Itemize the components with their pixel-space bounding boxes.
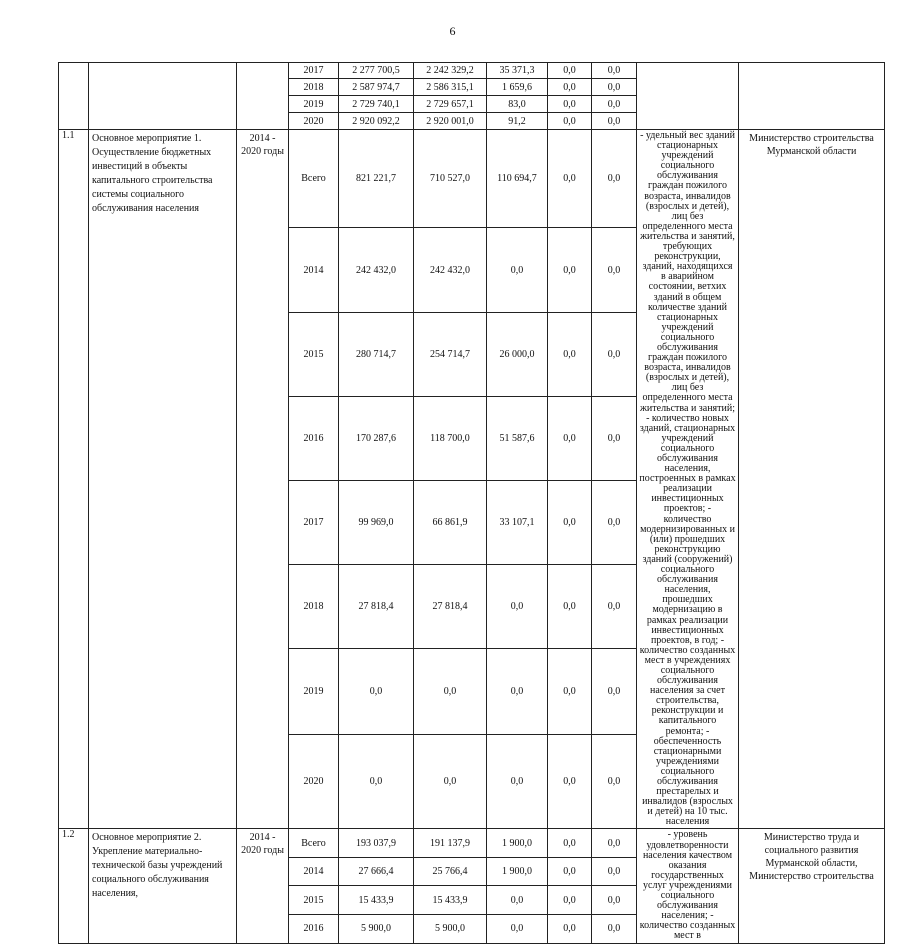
responsible-executor: Министерство строительства Мурманской области <box>739 130 885 829</box>
regional-budget-cell: 5 900,0 <box>414 914 487 943</box>
total-cell: 2 277 700,5 <box>339 63 414 79</box>
indicators-text: - уровень удовлетворенности населения качеством оказания государственных услуг учреждениями социального обслуживания населения; - количество созданных мест в <box>637 829 739 943</box>
total-cell: 242 432,0 <box>339 227 414 313</box>
local-budget-cell: 0,0 <box>548 63 592 79</box>
total-cell: 99 969,0 <box>339 481 414 565</box>
federal-budget-cell: 0,0 <box>487 227 548 313</box>
responsible-executor: Министерство труда и социального развития Мурманской области, Министерство строительства <box>739 829 885 943</box>
regional-budget-cell: 242 432,0 <box>414 227 487 313</box>
year-cell: 2016 <box>289 397 339 481</box>
other-sources-cell: 0,0 <box>592 649 637 735</box>
cont-responsible-cell <box>739 63 885 130</box>
year-cell: 2016 <box>289 914 339 943</box>
federal-budget-cell: 1 659,6 <box>487 79 548 96</box>
other-sources-cell: 0,0 <box>592 113 637 130</box>
total-cell: 27 818,4 <box>339 565 414 649</box>
federal-budget-cell: 83,0 <box>487 96 548 113</box>
federal-budget-cell: 0,0 <box>487 886 548 915</box>
other-sources-cell: 0,0 <box>592 481 637 565</box>
other-sources-cell: 0,0 <box>592 829 637 858</box>
total-cell: 5 900,0 <box>339 914 414 943</box>
local-budget-cell: 0,0 <box>548 565 592 649</box>
item-number: 1.1 <box>59 130 89 829</box>
local-budget-cell: 0,0 <box>548 829 592 858</box>
cont-indicators-cell <box>637 63 739 130</box>
year-cell: Всего <box>289 130 339 228</box>
regional-budget-cell: 2 729 657,1 <box>414 96 487 113</box>
total-cell: 821 221,7 <box>339 130 414 228</box>
other-sources-cell: 0,0 <box>592 397 637 481</box>
other-sources-cell: 0,0 <box>592 886 637 915</box>
year-cell: 2019 <box>289 649 339 735</box>
local-budget-cell: 0,0 <box>548 397 592 481</box>
regional-budget-cell: 2 586 315,1 <box>414 79 487 96</box>
other-sources-cell: 0,0 <box>592 96 637 113</box>
cont-num-cell <box>59 63 89 130</box>
measure-period: 2014 - 2020 годы <box>237 130 289 829</box>
year-cell: 2020 <box>289 735 339 829</box>
table-row <box>59 63 885 79</box>
regional-budget-cell: 15 433,9 <box>414 886 487 915</box>
year-cell: Всего <box>289 829 339 858</box>
local-budget-cell: 0,0 <box>548 481 592 565</box>
table-row <box>59 829 885 858</box>
year-cell: 2017 <box>289 63 339 79</box>
total-cell: 2 729 740,1 <box>339 96 414 113</box>
total-cell: 2 587 974,7 <box>339 79 414 96</box>
total-cell: 15 433,9 <box>339 886 414 915</box>
regional-budget-cell: 254 714,7 <box>414 313 487 397</box>
federal-budget-cell: 1 900,0 <box>487 857 548 886</box>
total-cell: 27 666,4 <box>339 857 414 886</box>
federal-budget-cell: 1 900,0 <box>487 829 548 858</box>
page-number: 6 <box>449 24 456 38</box>
table-row <box>59 130 885 228</box>
federal-budget-cell: 35 371,3 <box>487 63 548 79</box>
year-cell: 2014 <box>289 857 339 886</box>
regional-budget-cell: 0,0 <box>414 649 487 735</box>
year-cell: 2015 <box>289 886 339 915</box>
local-budget-cell: 0,0 <box>548 886 592 915</box>
total-cell: 0,0 <box>339 735 414 829</box>
item-number: 1.2 <box>59 829 89 943</box>
local-budget-cell: 0,0 <box>548 735 592 829</box>
total-cell: 280 714,7 <box>339 313 414 397</box>
regional-budget-cell: 710 527,0 <box>414 130 487 228</box>
year-cell: 2015 <box>289 313 339 397</box>
federal-budget-cell: 26 000,0 <box>487 313 548 397</box>
federal-budget-cell: 33 107,1 <box>487 481 548 565</box>
regional-budget-cell: 66 861,9 <box>414 481 487 565</box>
year-cell: 2019 <box>289 96 339 113</box>
other-sources-cell: 0,0 <box>592 130 637 228</box>
local-budget-cell: 0,0 <box>548 130 592 228</box>
local-budget-cell: 0,0 <box>548 96 592 113</box>
federal-budget-cell: 0,0 <box>487 914 548 943</box>
cont-period-cell <box>237 63 289 130</box>
federal-budget-cell: 0,0 <box>487 735 548 829</box>
regional-budget-cell: 27 818,4 <box>414 565 487 649</box>
federal-budget-cell: 110 694,7 <box>487 130 548 228</box>
regional-budget-cell: 2 920 001,0 <box>414 113 487 130</box>
program-table <box>58 62 885 944</box>
regional-budget-cell: 118 700,0 <box>414 397 487 481</box>
indicators-text: - удельный вес зданий стационарных учреждений социального обслуживания граждан пожилого возраста, инвалидов (взрослых и детей), лиц без определенного места жительства и занятий, требующих реконструкции, зданий, находящихся в аварийном состоянии, ветхих зданий в общем количестве зданий стационарных учреждений социального обслуживания граждан пожилого возраста, инвалидов (взрослых и детей), лиц без определенного места жительства и занятий; - количество новых зданий, стационарных учреждений социального обслуживания населения, построенных в рамках реализации инвестиционных проектов; - количество модернизированных и (или) прошедших реконструкцию зданий (сооружений) социального обслуживания населения, прошедших модернизацию в рамках реализации инвестиционных проектов, в год; - количество созданных мест в учреждениях социального обслуживания населения за счет строительства, реконструкции и капитального ремонта; - обеспеченность стационарными учреждениями социального обслуживания престарелых и инвалидов (взрослых и детей) на 10 тыс. населения <box>637 130 739 829</box>
year-cell: 2018 <box>289 565 339 649</box>
local-budget-cell: 0,0 <box>548 79 592 96</box>
measure-name: Основное мероприятие 1. Осуществление бюджетных инвестиций в объекты капитального строительства системы социального обслуживания населения <box>89 130 237 829</box>
other-sources-cell: 0,0 <box>592 565 637 649</box>
other-sources-cell: 0,0 <box>592 313 637 397</box>
federal-budget-cell: 0,0 <box>487 565 548 649</box>
local-budget-cell: 0,0 <box>548 649 592 735</box>
total-cell: 193 037,9 <box>339 829 414 858</box>
regional-budget-cell: 2 242 329,2 <box>414 63 487 79</box>
cont-name-cell <box>89 63 237 130</box>
federal-budget-cell: 91,2 <box>487 113 548 130</box>
total-cell: 170 287,6 <box>339 397 414 481</box>
other-sources-cell: 0,0 <box>592 79 637 96</box>
year-cell: 2014 <box>289 227 339 313</box>
local-budget-cell: 0,0 <box>548 857 592 886</box>
year-cell: 2017 <box>289 481 339 565</box>
measure-name: Основное мероприятие 2. Укрепление материально-технической базы учреждений социального обслуживания населения, <box>89 829 237 943</box>
local-budget-cell: 0,0 <box>548 113 592 130</box>
other-sources-cell: 0,0 <box>592 857 637 886</box>
local-budget-cell: 0,0 <box>548 227 592 313</box>
federal-budget-cell: 0,0 <box>487 649 548 735</box>
year-cell: 2020 <box>289 113 339 130</box>
other-sources-cell: 0,0 <box>592 914 637 943</box>
regional-budget-cell: 191 137,9 <box>414 829 487 858</box>
regional-budget-cell: 0,0 <box>414 735 487 829</box>
local-budget-cell: 0,0 <box>548 914 592 943</box>
other-sources-cell: 0,0 <box>592 227 637 313</box>
year-cell: 2018 <box>289 79 339 96</box>
total-cell: 0,0 <box>339 649 414 735</box>
federal-budget-cell: 51 587,6 <box>487 397 548 481</box>
total-cell: 2 920 092,2 <box>339 113 414 130</box>
measure-period: 2014 - 2020 годы <box>237 829 289 943</box>
other-sources-cell: 0,0 <box>592 735 637 829</box>
other-sources-cell: 0,0 <box>592 63 637 79</box>
local-budget-cell: 0,0 <box>548 313 592 397</box>
regional-budget-cell: 25 766,4 <box>414 857 487 886</box>
